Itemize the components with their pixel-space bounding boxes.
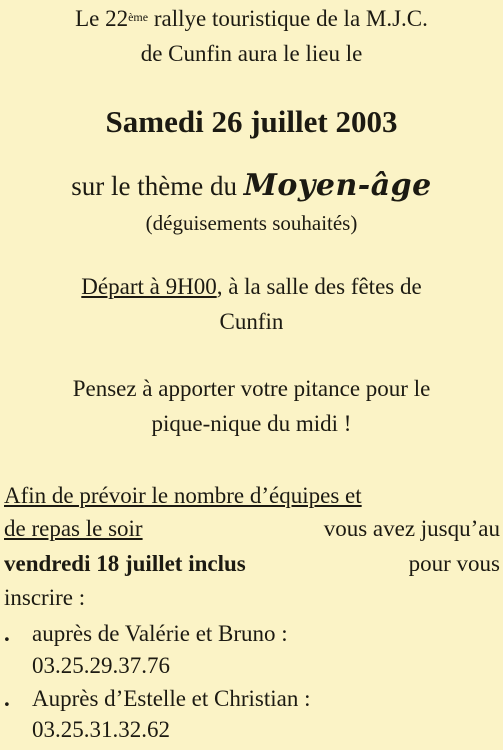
departure-place: , à la salle des fêtes de	[216, 274, 422, 299]
registration-for-you: pour vous	[408, 551, 500, 576]
registration-underlined: de repas le soir	[4, 516, 143, 541]
theme-prefix: sur le thème du	[71, 171, 244, 201]
registration-line-2	[4, 515, 500, 543]
intro-line-1	[0, 5, 503, 33]
registration-deadline: vendredi 18 juillet inclus	[4, 551, 246, 576]
theme-name: Moyen-âge	[243, 168, 432, 203]
registration-deadline-intro: vous avez jusqu’au	[323, 516, 500, 541]
bullet-icon: .	[4, 686, 10, 711]
contact-name: auprès de Valérie et Bruno :	[32, 621, 288, 646]
contact-name: Auprès d’Estelle et Christian :	[32, 686, 311, 711]
theme-line	[0, 170, 503, 202]
intro-text-b: rallye touristique de la M.J.C.	[148, 6, 428, 31]
theme-note: (déguisements souhaités)	[145, 211, 358, 235]
departure-line-1	[0, 273, 503, 301]
picnic-line-1: Pensez à apporter votre pitance pour le	[72, 376, 431, 401]
intro-ordinal-sup: ème	[128, 10, 149, 24]
contact-item	[4, 685, 311, 713]
registration-line-3	[4, 550, 500, 578]
registration-line-4: inscrire :	[4, 585, 86, 610]
bullet-icon: .	[4, 621, 10, 646]
registration-line-1: Afin de prévoir le nombre d’équipes et	[4, 483, 362, 508]
event-date: Samedi 26 juillet 2003	[105, 104, 398, 139]
picnic-line-2: pique-nique du midi !	[151, 411, 352, 436]
contact-phone: 03.25.29.37.76	[32, 653, 170, 678]
departure-line-2: Cunfin	[219, 309, 284, 334]
intro-line-2: de Cunfin aura le lieu le	[140, 41, 363, 66]
contact-phone: 03.25.31.32.62	[32, 717, 170, 742]
intro-text-a: Le 22	[75, 6, 129, 31]
departure-time: Départ à 9H00	[81, 274, 217, 299]
contact-item	[4, 620, 288, 648]
